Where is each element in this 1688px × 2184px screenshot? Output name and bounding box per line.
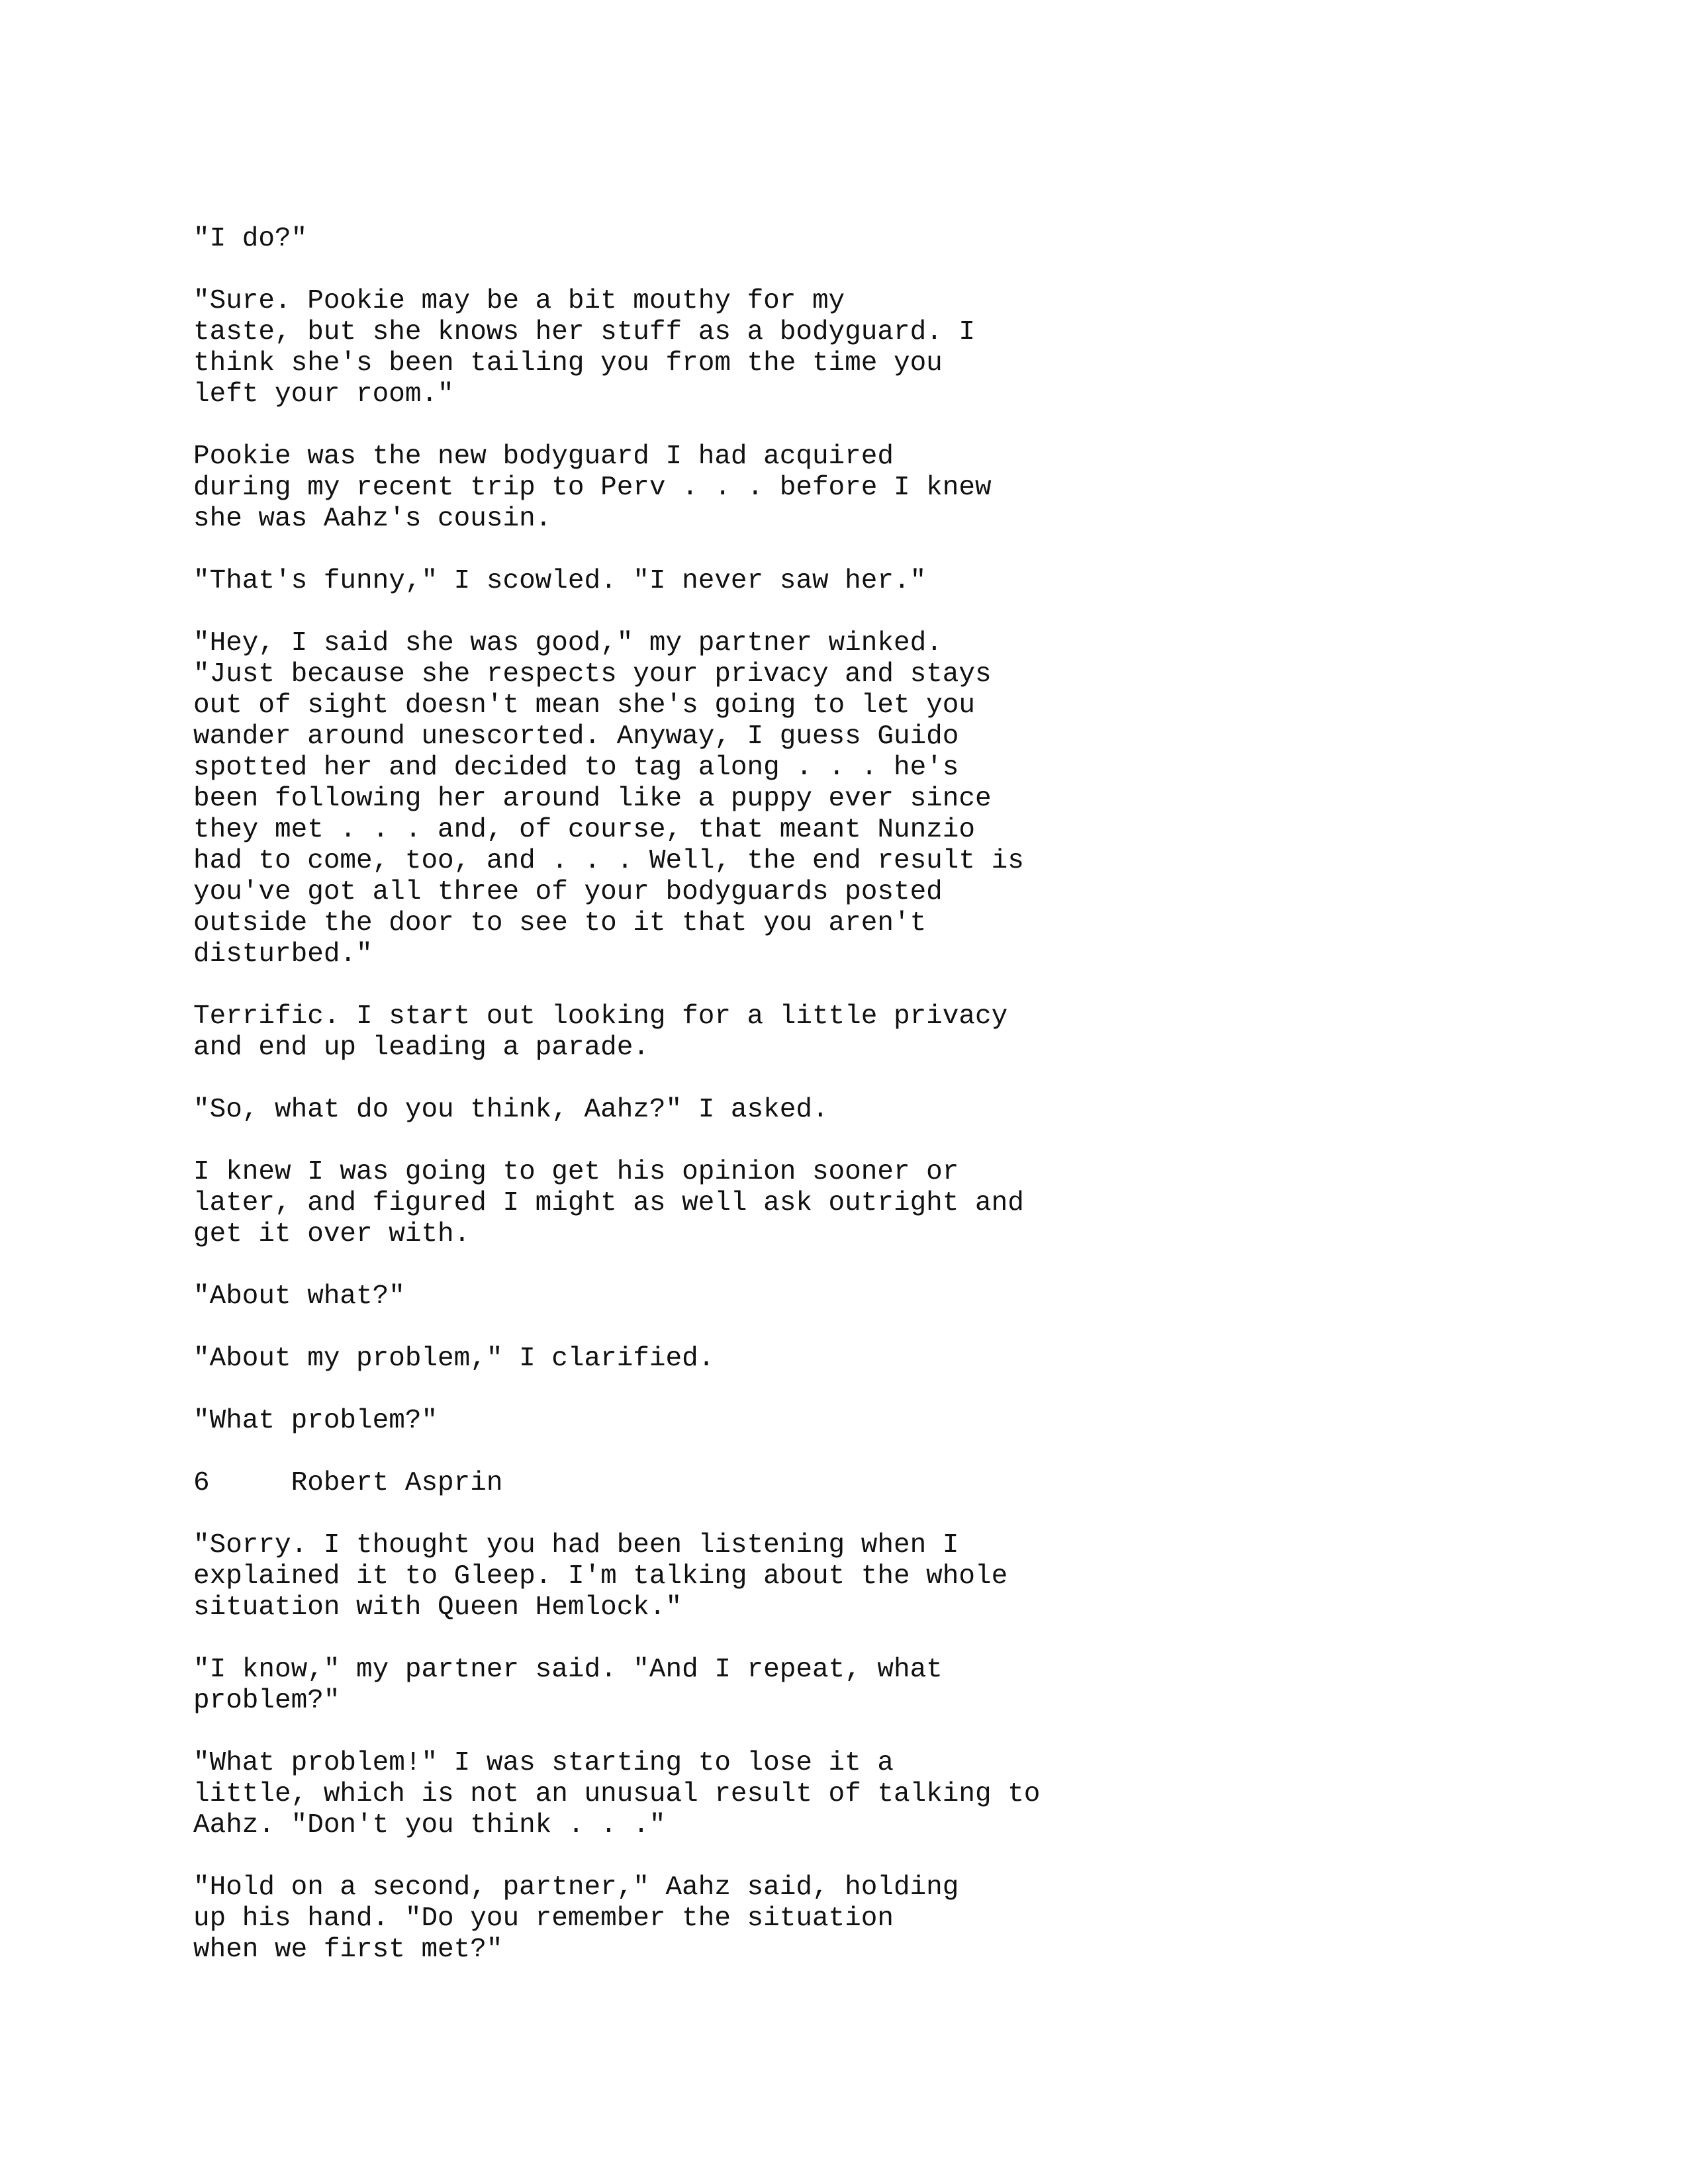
- running-header: 6 Robert Asprin: [193, 1468, 503, 1498]
- paragraph: "Sure. Pookie may be a bit mouthy for my taste, but she knows her stuff as a bodyguard. I think she's been tailing you from the time you left your room.": [193, 286, 975, 410]
- paragraph: "About what?": [193, 1281, 405, 1312]
- paragraph: "Sorry. I thought you had been listening when I explained it to Gleep. I'm talking about the whole situation with Queen Hemlock.": [193, 1530, 1008, 1623]
- paragraph: "About my problem," I clarified.: [193, 1343, 715, 1374]
- paragraph: "So, what do you think, Aahz?" I asked.: [193, 1095, 829, 1125]
- paragraph: "I do?": [193, 224, 308, 254]
- paragraph: "That's funny," I scowled. "I never saw her.": [193, 566, 927, 596]
- paragraph: "I know," my partner said. "And I repeat, what problem?": [193, 1655, 943, 1716]
- paragraph: "Hey, I said she was good," my partner winked. "Just because she respects your privacy and stays out of sight doesn't mean she's going to let you wander around unescorted. Anyway, I guess Guido spotted her and decided to tag along . . . he's been following her around like a puppy ever since they met . . . and, of course, that meant Nunzio had to come, too, and . . . Well, the end result is you've got all three of your bodyguards posted outside the door to see to it that you aren't disturbed.": [193, 628, 1024, 970]
- body-text: [193, 224, 1517, 1966]
- paragraph: I knew I was going to get his opinion sooner or later, and figured I might as well ask outright and get it over with.: [193, 1157, 1024, 1250]
- paragraph: Terrific. I start out looking for a little privacy and end up leading a parade.: [193, 1001, 1008, 1063]
- paragraph: "What problem?": [193, 1406, 438, 1436]
- paragraph: "What problem!" I was starting to lose it a little, which is not an unusual result of talking to Aahz. "Don't you think . . .": [193, 1748, 1041, 1841]
- paragraph: Pookie was the new bodyguard I had acquired during my recent trip to Perv . . . before I knew she was Aahz's cousin.: [193, 441, 992, 534]
- paragraph: "Hold on a second, partner," Aahz said, holding up his hand. "Do you remember the situation when we first met?": [193, 1872, 959, 1965]
